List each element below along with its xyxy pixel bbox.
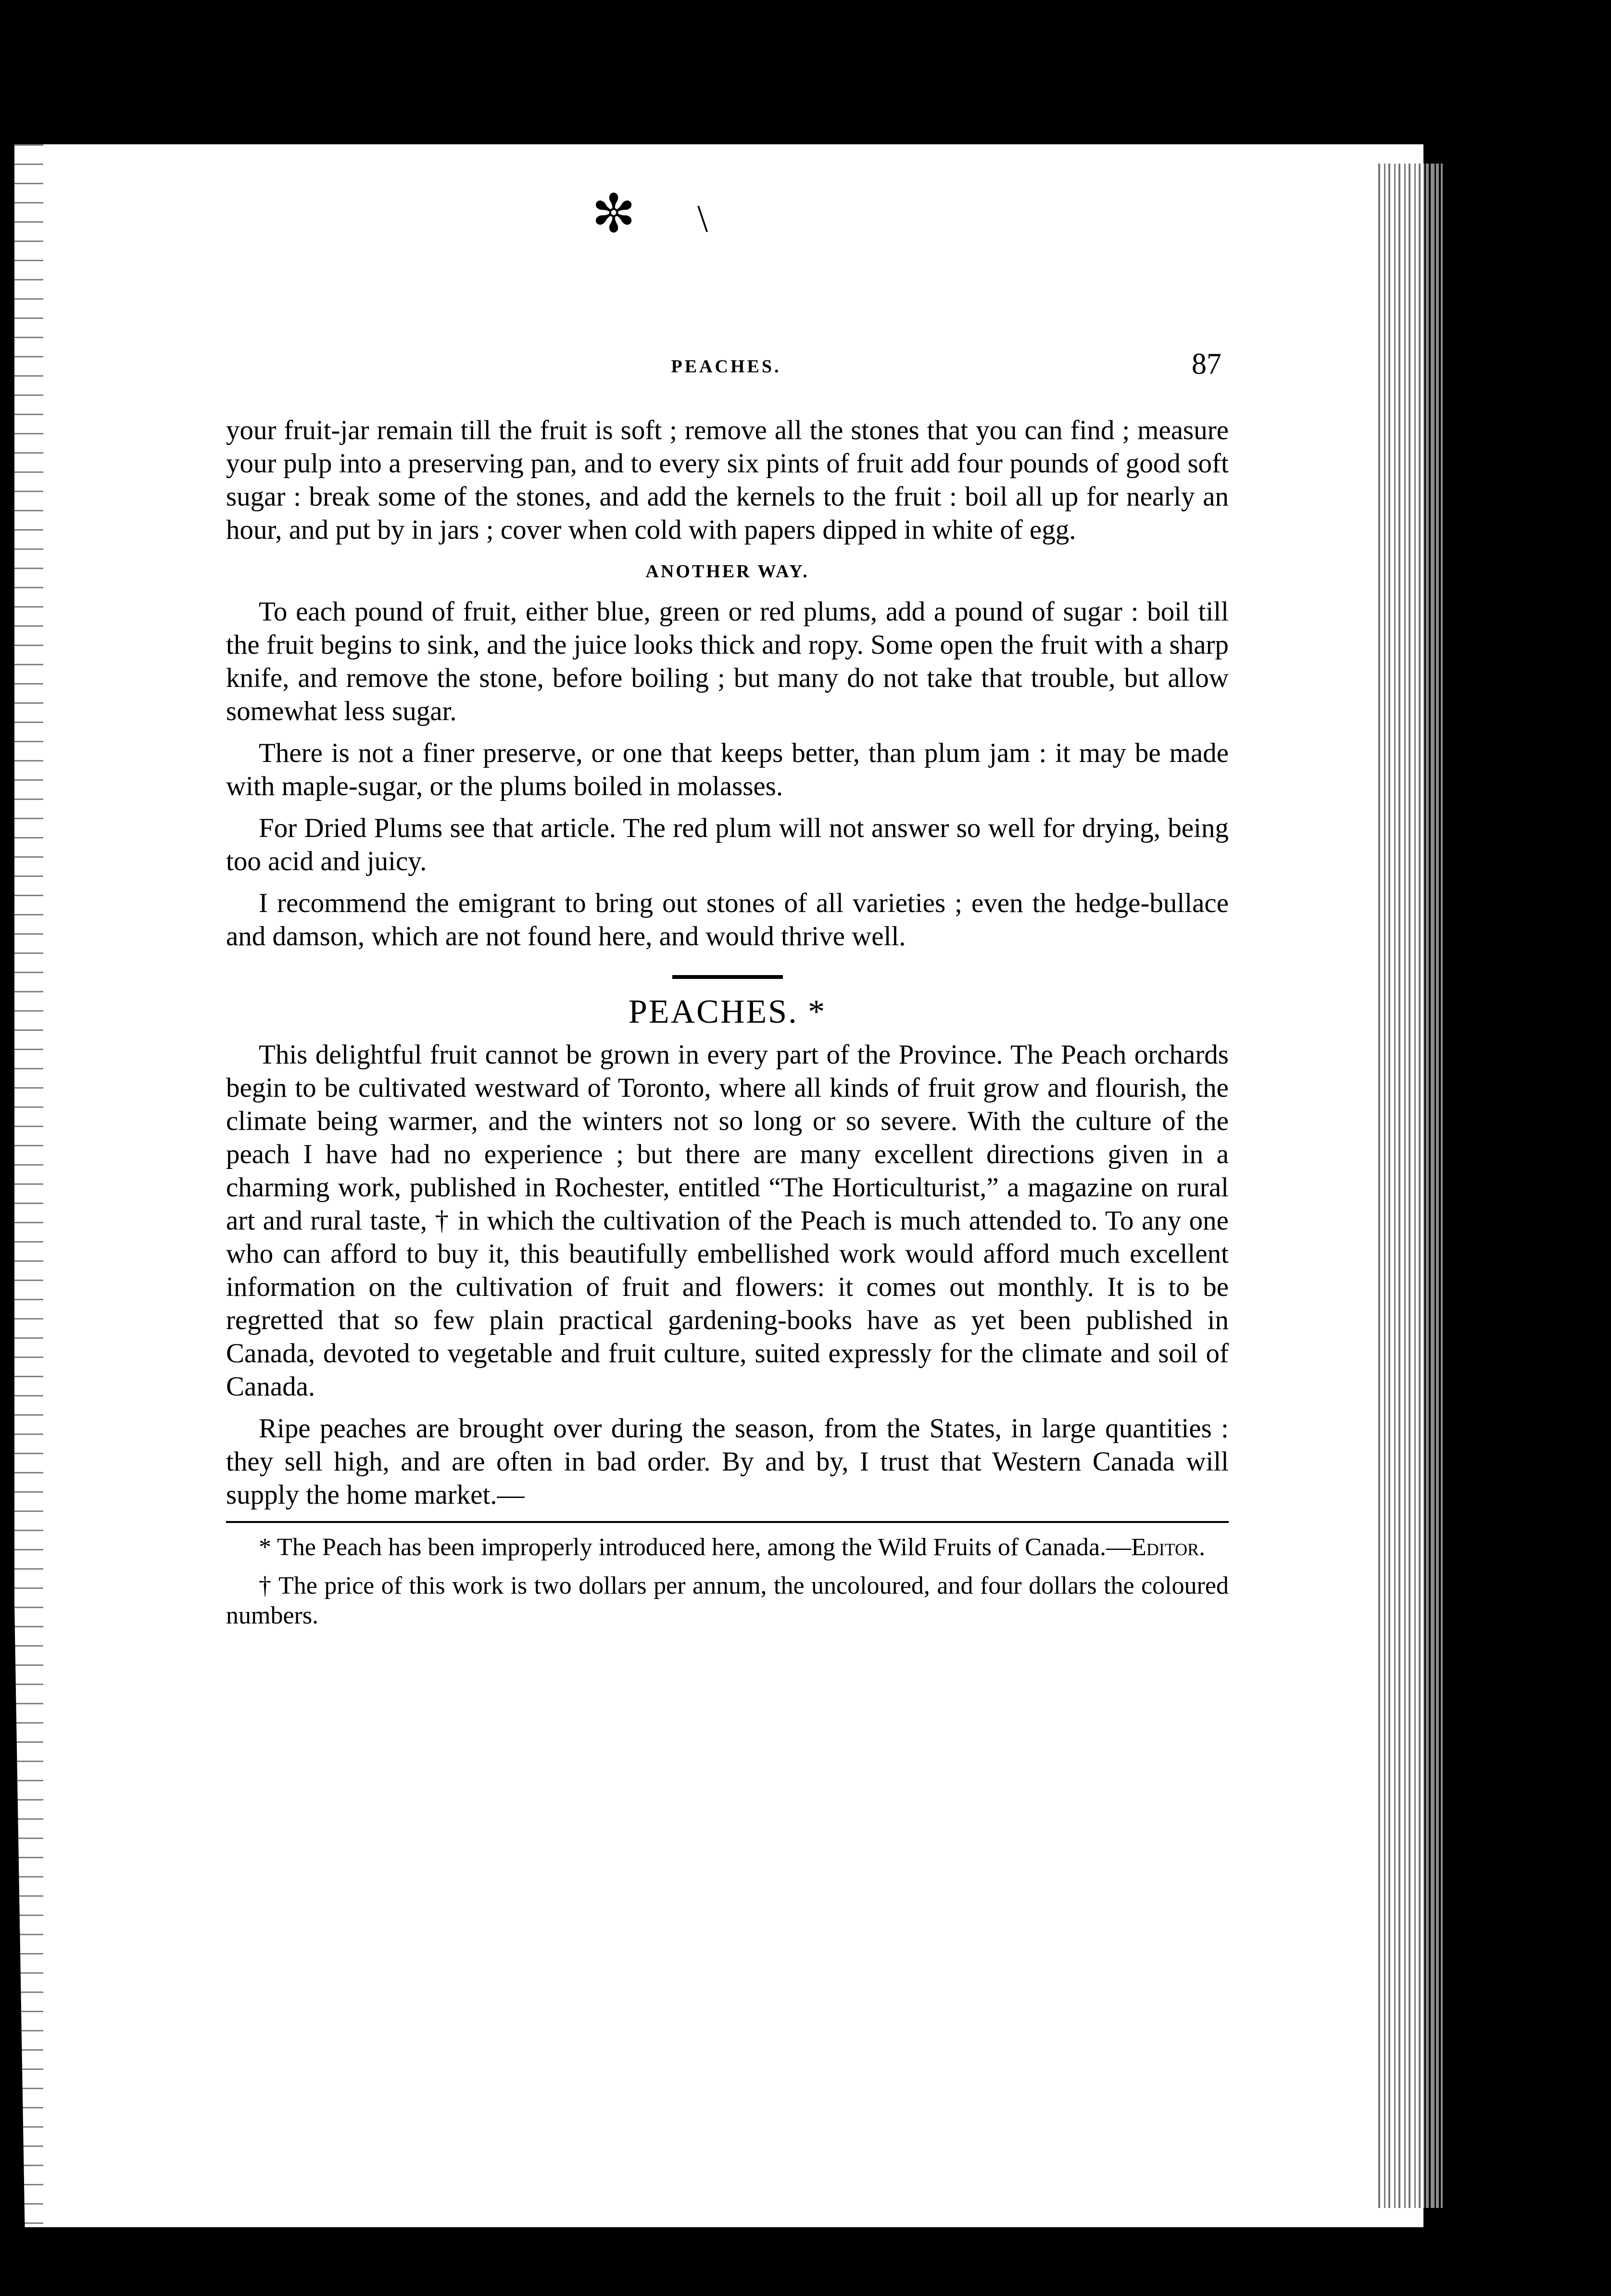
paragraph: Ripe peaches are brought over during the season, from the States, in large quantities : they sell high, and are often in bad order. By and by, I trust that Western Canada will supply the home market.— [226, 1413, 1229, 1510]
paragraph: There is not a finer preserve, or one that keeps better, than plum jam : it may be made with maple-sugar, or the plums boiled in molasses. [226, 738, 1229, 801]
page-edge-shading [1375, 164, 1443, 2208]
footnote-editor [226, 1533, 1229, 1562]
section-divider [672, 975, 783, 979]
footnote-price [226, 1571, 1229, 1631]
adjacent-page-edge [14, 144, 144, 2227]
intro-paragraph: your fruit-jar remain till the fruit is soft ; remove all the stones that you can find ; measure your pulp into a preserving pan, and to every six pints of fruit add four pounds of good soft sugar : break some of the stones, and add the kernels to the fruit : boil all up for nearly an hour, and put by in jars ; cover when cold with papers dipped in white of egg. [226, 415, 1229, 545]
footnote-rule [226, 1521, 1229, 1523]
page-number: 87 [1192, 348, 1221, 381]
running-head: PEACHES. [671, 356, 781, 377]
paragraph: This delightful fruit cannot be grown in every part of the Province. The Peach orchards begin to be cultivated westward of Toronto, where all kinds of fruit grow and flourish, the climate being warmer, and the winters not so long or so severe. With the culture of the peach I have had no experience ; but there are many excellent directions given in a charming work, published in Rochester, entitled “The Horticulturist,” a magazine on rural art and rural taste, † in which the cultivation of the Peach is much attended to. To any one who can afford to buy it, this beautifully embellished work would afford much excellent information on the cultivation of fruit and flowers: it comes out monthly. It is to be regretted that so few plain practical gardening-books have as yet been published in Canada, devoted to vegetable and fruit culture, suited expressly for the climate and soil of Canada. [226, 1040, 1229, 1402]
footnote-text: † The price of this work is two dollars per annum, the uncoloured, and four dollars the coloured numbers. [226, 1572, 1229, 1629]
section-title: PEACHES. * [628, 993, 827, 1030]
ink-blot-mark: ✼ [592, 185, 636, 243]
footnotes [226, 1533, 1229, 1631]
page-header [231, 348, 1221, 385]
ink-stroke-mark: \ [697, 198, 708, 240]
paragraph: For Dried Plums see that article. The red plum will not answer so well for drying, being too acid and juicy. [226, 813, 1229, 876]
footnote-signature: Editor. [1131, 1534, 1206, 1561]
paragraph: I recommend the emigrant to bring out stones of all varieties ; even the hedge-bullace and damson, which are not found here, and would thrive well. [226, 888, 1229, 951]
another-way-heading: ANOTHER WAY. [645, 561, 809, 582]
footnote-text: * The Peach has been improperly introduced here, among the Wild Fruits of Canada.— [259, 1534, 1132, 1561]
paragraph: To each pound of fruit, either blue, green or red plums, add a pound of sugar : boil till the fruit begins to sink, and the juice looks thick and ropy. Some open the fruit with a sharp knife, and remove the stone, before boiling ; but many do not take that trouble, but allow somewhat less sugar. [226, 596, 1229, 726]
page-body [226, 414, 1229, 1639]
